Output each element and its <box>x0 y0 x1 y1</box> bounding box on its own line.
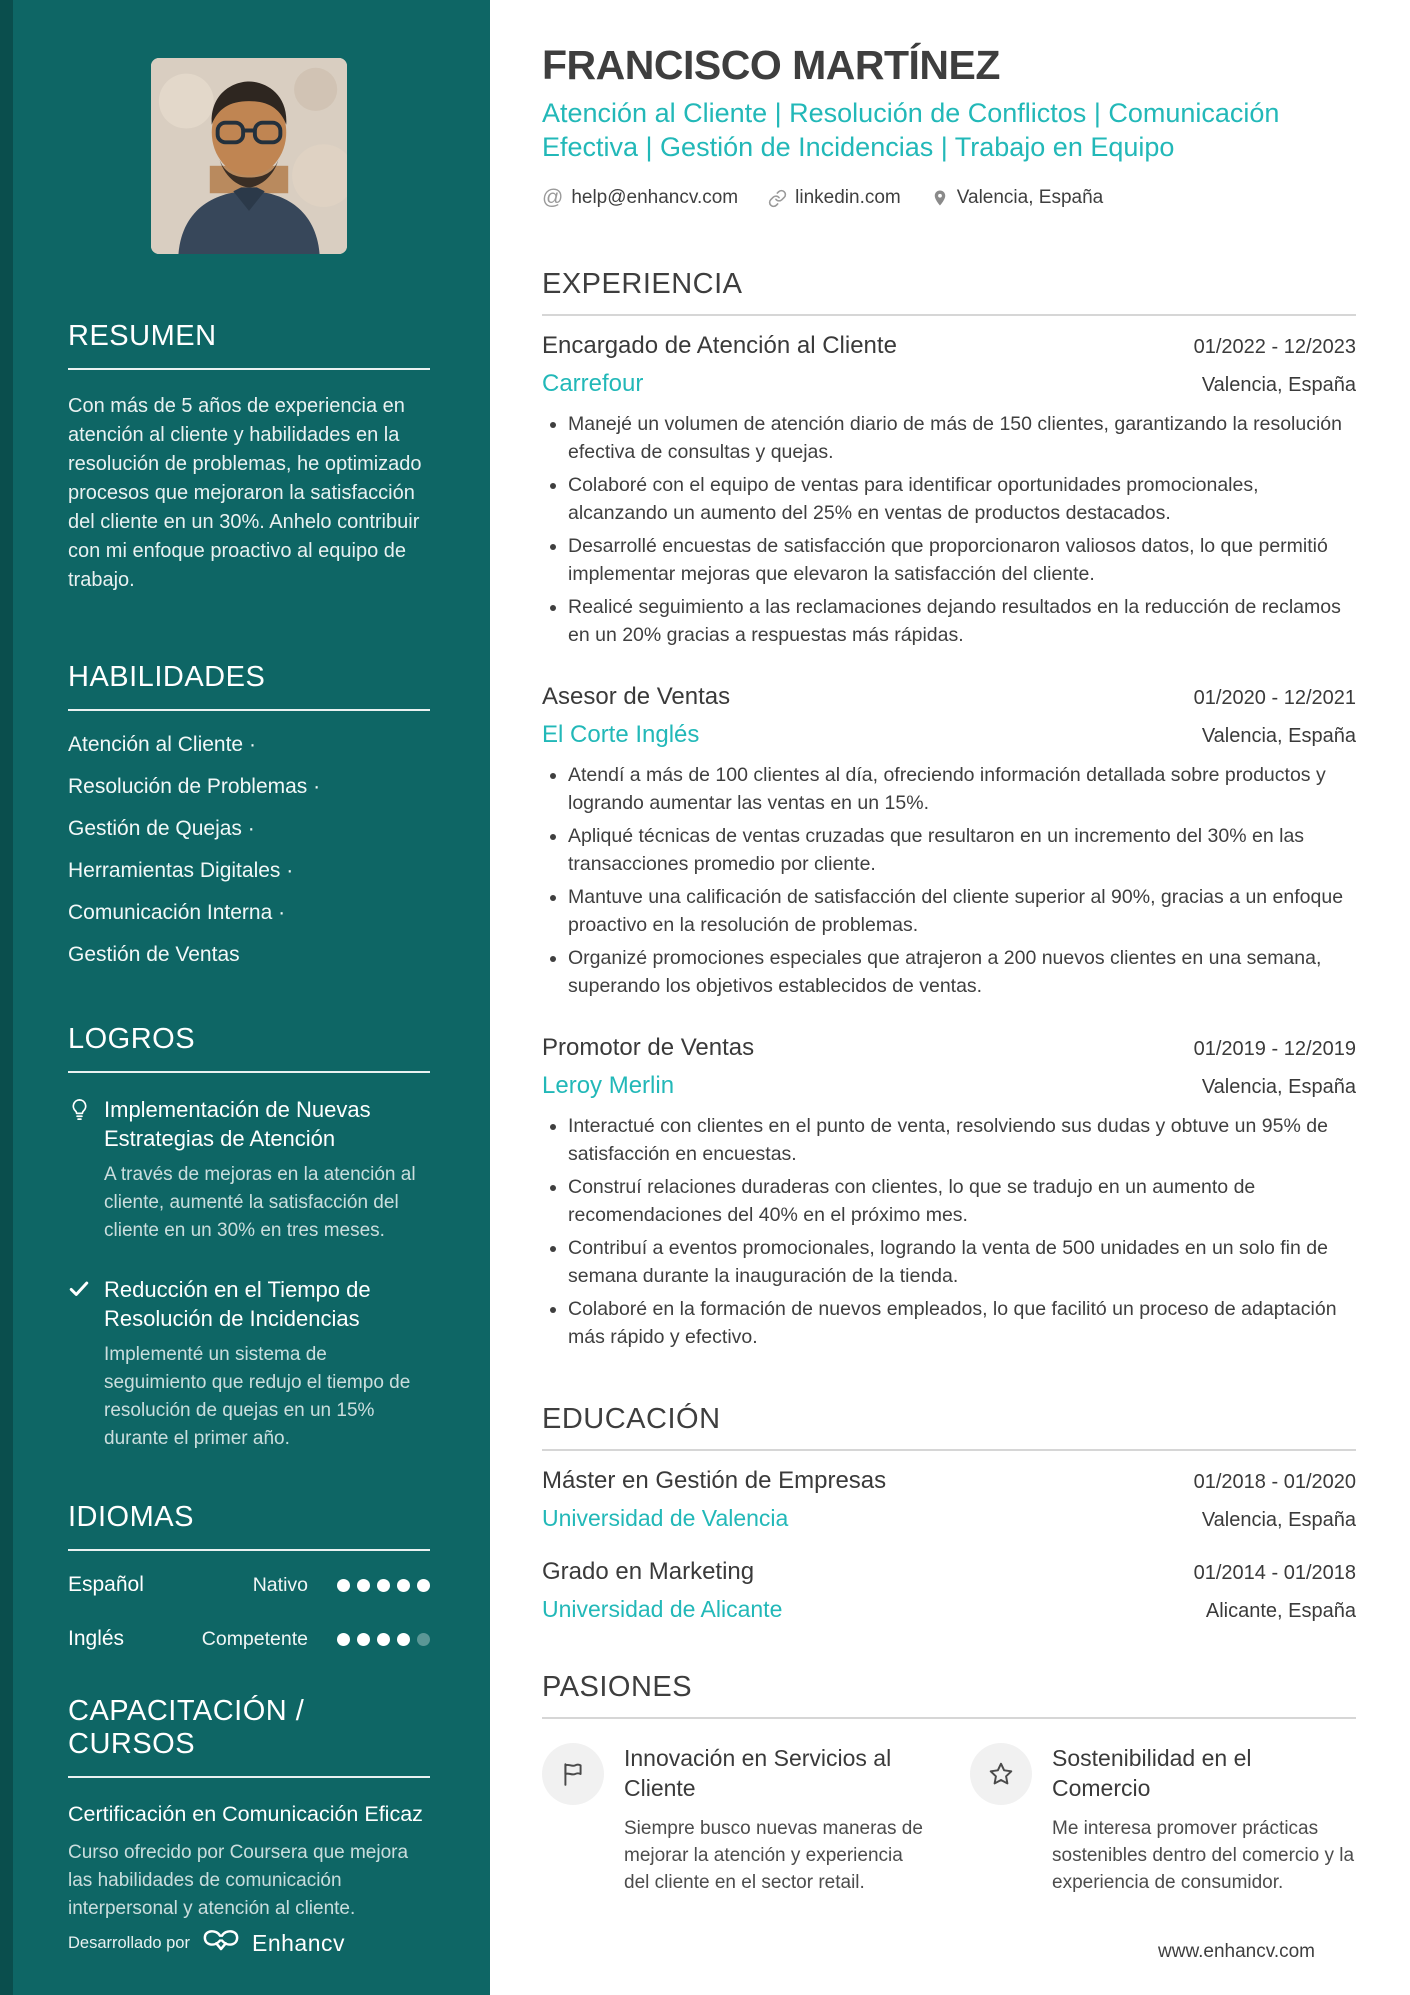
logro-item-title: Reducción en el Tiempo de Resolución de Incidencias <box>104 1277 371 1331</box>
proficiency-dot <box>397 1633 410 1646</box>
language-level: Competente <box>201 1627 308 1650</box>
education-entry <box>542 1467 1356 1532</box>
job-location: Valencia, España <box>1201 1076 1356 1098</box>
bullet-item: • Desarrollé encuestas de satisfacción que proporcionaron valiosos datos, lo que permitió implementar mejoras que elevaron la satisfacción del cliente. <box>568 532 1356 588</box>
sidebar <box>0 0 490 1995</box>
logro-item-text: A través de mejoras en la atención al cliente, aumenté la satisfacción del cliente en un 30% en tres meses. <box>104 1164 416 1241</box>
enhancv-url: www.enhancv.com <box>1158 1941 1315 1962</box>
check-icon <box>68 1275 104 1453</box>
education-dates: 01/2018 - 01/2020 <box>1193 1471 1356 1493</box>
capacitacion-section <box>68 1695 430 1923</box>
skill-item: Gestión de Ventas <box>68 943 240 966</box>
course-text: Curso ofrecido por Coursera que mejora las habilidades de comunicación interpersonal y atención al cliente. <box>68 1842 409 1919</box>
bullet-item: • Mantuve una calificación de satisfacción del cliente superior al 90%, gracias a un enfoque proactivo en la resolución de problemas. <box>568 883 1356 939</box>
proficiency-dot <box>357 1633 370 1646</box>
job-title: Encargado de Atención al Cliente <box>542 332 897 359</box>
idiomas-title: IDIOMAS <box>68 1501 430 1551</box>
lightbulb-icon <box>68 1095 104 1245</box>
resumen-text: Con más de 5 años de experiencia en atención al cliente y habilidades en la resolución de problemas, he optimizado procesos que mejoraron la satisfacción del cliente en un 30%. Anhelo contribuir con mi enfoque proactivo al equipo de trabajo. <box>68 395 422 591</box>
bullet-item: • Contribuí a eventos promocionales, logrando la venta de 500 unidades en un solo fin de semana durante la inauguración de la tienda. <box>568 1234 1356 1290</box>
job-company: El Corte Inglés <box>542 721 700 748</box>
education-dates: 01/2014 - 01/2018 <box>1193 1562 1356 1584</box>
proficiency-dot <box>357 1579 370 1592</box>
educacion-section <box>542 1403 1356 1623</box>
school-name: Universidad de Valencia <box>542 1505 789 1531</box>
location-contact <box>931 187 1103 209</box>
bullet-item: • Organizé promociones especiales que atrajeron a 200 nuevos clientes en una semana, superando los objetivos establecidos de ventas. <box>568 944 1356 1000</box>
bullet-item: • Manejé un volumen de atención diario de más de 150 clientes, garantizando la resolución efectiva de consultas y quejas. <box>568 410 1356 466</box>
passion-title: Sostenibilidad en el Comercio <box>1052 1745 1252 1801</box>
logro-item-title: Implementación de Nuevas Estrategias de Atención <box>104 1097 371 1151</box>
school-name: Universidad de Alicante <box>542 1596 783 1622</box>
email-text: help@enhancv.com <box>571 187 739 208</box>
education-location: Alicante, España <box>1205 1600 1356 1622</box>
pasiones-title: PASIONES <box>542 1671 1356 1719</box>
capacitacion-title: CAPACITACIÓN / CURSOS <box>68 1695 430 1778</box>
person-name: FRANCISCO MARTÍNEZ <box>542 42 1000 88</box>
bullet-item: • Atendí a más de 100 clientes al día, ofreciendo información detallada sobre productos y logrando aumentar las ventas en un 15%. <box>568 761 1356 817</box>
enhancv-brand-name: Enhancv <box>251 1929 345 1956</box>
bullet-item: • Colaboré con el equipo de ventas para identificar oportunidades promocionales, alcanzando un aumento del 25% en ventas de productos destacados. <box>568 471 1356 527</box>
contact-row <box>542 186 1356 210</box>
bullet-item: • Construí relaciones duraderas con clientes, lo que se tradujo en un aumento de recomendaciones del 40% en el próximo mes. <box>568 1173 1356 1229</box>
resume-main <box>490 0 1410 1995</box>
language-name: Inglés <box>68 1627 125 1650</box>
idiomas-section <box>68 1501 430 1651</box>
language-proficiency-dots <box>330 1579 430 1592</box>
bullet-item: • Interactué con clientes en el punto de venta, resolviendo sus dudas y obtuve un 95% de satisfacción en encuestas. <box>568 1112 1356 1168</box>
habilidades-section <box>68 661 430 967</box>
resumen-title: RESUMEN <box>68 320 430 370</box>
linkedin-text: linkedin.com <box>795 187 901 208</box>
bullet-item: • Realicé seguimiento a las reclamaciones dejando resultados en la reducción de reclamos en un 20% gracias a respuestas más rápidas. <box>568 593 1356 649</box>
passion-text: Siempre busco nuevas maneras de mejorar la atención y experiencia del cliente en el sector retail. <box>624 1818 923 1893</box>
education-entry <box>542 1558 1356 1623</box>
logro-item <box>68 1095 430 1245</box>
skill-item: Herramientas Digitales · <box>68 859 294 882</box>
job-company: Leroy Merlin <box>542 1072 675 1099</box>
link-icon <box>768 189 787 208</box>
experiencia-section <box>542 268 1356 1351</box>
made-by-label: Desarrollado por <box>68 1933 190 1952</box>
job-company: Carrefour <box>542 370 644 397</box>
at-icon: @ <box>542 186 564 209</box>
logro-item-text: Implementé un sistema de seguimiento que redujo el tiempo de resolución de quejas en un 15% durante el primer año. <box>104 1344 411 1449</box>
job-entry <box>542 332 1356 649</box>
job-title: Asesor de Ventas <box>542 683 731 710</box>
logros-title: LOGROS <box>68 1023 430 1073</box>
profile-photo-illustration <box>151 58 347 254</box>
job-bullet-list <box>542 1112 1356 1351</box>
job-dates: 01/2022 - 12/2023 <box>1193 336 1356 358</box>
passion-item <box>542 1743 928 1896</box>
location-text: Valencia, España <box>956 187 1104 208</box>
proficiency-dot <box>417 1633 430 1646</box>
job-title: Promotor de Ventas <box>542 1034 755 1061</box>
enhancv-branding <box>68 1927 345 1959</box>
flag-icon <box>542 1743 604 1805</box>
pasiones-section <box>542 1671 1356 1896</box>
bullet-item: • Colaboré en la formación de nuevos empleados, lo que facilitó un proceso de adaptación más rápido y efectivo. <box>568 1295 1356 1351</box>
logro-item <box>68 1275 430 1453</box>
job-entry <box>542 1034 1356 1351</box>
habilidades-title: HABILIDADES <box>68 661 430 711</box>
person-headline: Atención al Cliente | Resolución de Conflictos | Comunicación Efectiva | Gestión de Incidencias | Trabajo en Equipo <box>542 98 1280 162</box>
passion-text: Me interesa promover prácticas sostenibles dentro del comercio y la experiencia de consumidor. <box>1052 1818 1355 1893</box>
proficiency-dot <box>337 1633 350 1646</box>
educacion-title: EDUCACIÓN <box>542 1403 1356 1451</box>
job-bullet-list <box>542 761 1356 1000</box>
enhancv-logo-icon <box>202 1927 240 1959</box>
job-dates: 01/2019 - 12/2019 <box>1193 1038 1356 1060</box>
passion-title: Innovación en Servicios al Cliente <box>624 1745 892 1801</box>
proficiency-dot <box>377 1633 390 1646</box>
skill-item: Resolución de Problemas · <box>68 775 321 798</box>
job-location: Valencia, España <box>1201 374 1356 396</box>
degree-title: Máster en Gestión de Empresas <box>542 1467 887 1494</box>
passions-grid <box>542 1743 1356 1896</box>
job-entry <box>542 683 1356 1000</box>
proficiency-dot <box>377 1579 390 1592</box>
course-title: Certificación en Comunicación Eficaz <box>68 1802 423 1826</box>
proficiency-dot <box>337 1579 350 1592</box>
passion-item <box>970 1743 1356 1896</box>
language-row <box>68 1573 430 1597</box>
language-proficiency-dots <box>330 1633 430 1646</box>
skill-item: Gestión de Quejas · <box>68 817 255 840</box>
proficiency-dot <box>417 1579 430 1592</box>
language-level: Nativo <box>252 1573 308 1596</box>
star-icon <box>970 1743 1032 1805</box>
experiencia-title: EXPERIENCIA <box>542 268 1356 316</box>
language-name: Español <box>68 1573 144 1596</box>
profile-photo <box>151 58 347 254</box>
language-row <box>68 1627 430 1651</box>
resumen-section <box>68 320 430 595</box>
skill-item: Atención al Cliente · <box>68 733 256 756</box>
job-dates: 01/2020 - 12/2021 <box>1193 687 1356 709</box>
location-icon <box>931 188 949 208</box>
job-bullet-list <box>542 410 1356 649</box>
bullet-item: • Apliqué técnicas de ventas cruzadas que resultaron en un incremento del 30% en las transacciones promedio por cliente. <box>568 822 1356 878</box>
linkedin-contact[interactable] <box>768 187 901 209</box>
email-contact[interactable] <box>542 186 738 210</box>
skill-item: Comunicación Interna · <box>68 901 286 924</box>
degree-title: Grado en Marketing <box>542 1558 755 1585</box>
logros-section <box>68 1023 430 1453</box>
education-location: Valencia, España <box>1201 1509 1356 1531</box>
job-location: Valencia, España <box>1201 725 1356 747</box>
proficiency-dot <box>397 1579 410 1592</box>
